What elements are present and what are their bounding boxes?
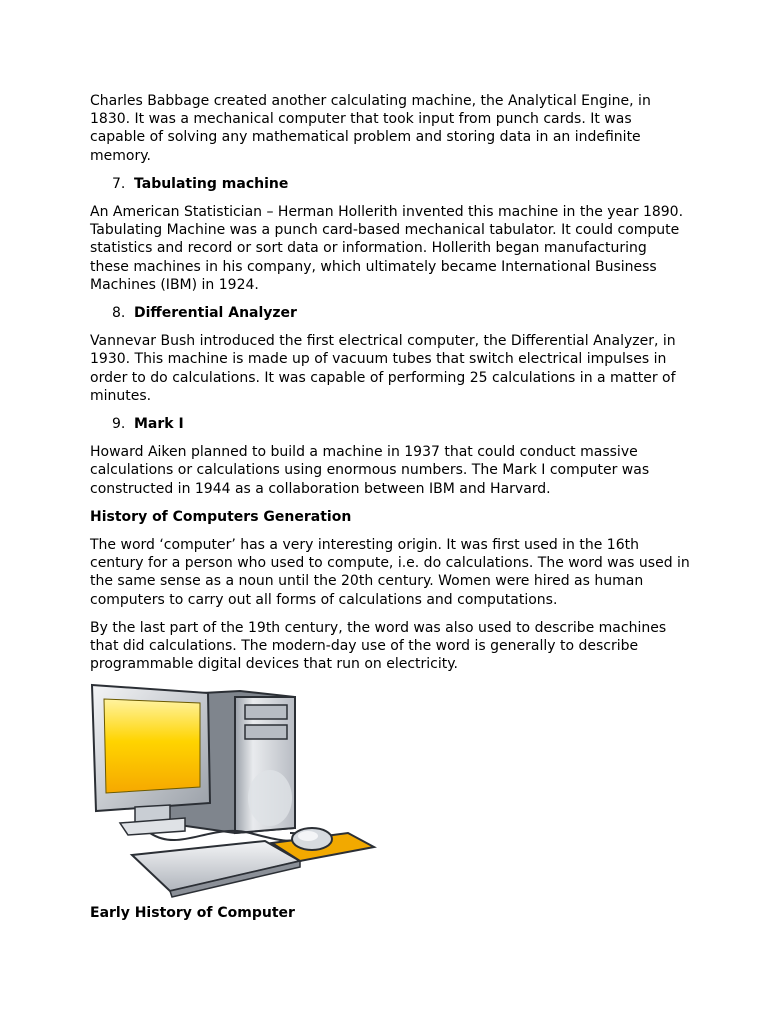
- list-item-tabulating-machine: [90, 175, 690, 193]
- list-title: Mark I: [134, 416, 184, 433]
- paragraph-word-modern: By the last part of the 19th century, the word was also used to describe machines that did calculations. The modern-day use of the word is generally to describe programmable digital devices that run on electricity.: [90, 619, 667, 673]
- keyboard: [132, 841, 300, 897]
- list-item-differential-analyzer: [90, 304, 690, 322]
- heading-early-history: Early History of Computer: [90, 905, 295, 922]
- list-title: Tabulating machine: [134, 175, 289, 192]
- list-item-mark-i: [90, 415, 690, 433]
- paragraph-differential: Vannevar Bush introduced the first electrical computer, the Differential Analyzer, in 1930. This machine is made up of vacuum tubes that switch electrical impulses in order to do calculations. It was capable of performing 25 calculations in a matter of minutes.: [90, 333, 676, 404]
- list-number: 9.: [112, 416, 126, 433]
- list-number: 7.: [112, 175, 126, 192]
- paragraph-tabulating: An American Statistician – Herman Hollerith invented this machine in the year 1890. Tabulating Machine was a punch card-based mechanical tabulator. It could compute statistics and record or sort data or information. Hollerith began manufacturing these machines in his company, which ultimately became International Business Machines (IBM) in 1924.: [90, 204, 684, 293]
- list-number: 8.: [112, 305, 126, 322]
- heading-computers-generation: History of Computers Generation: [90, 508, 352, 525]
- document-page: [90, 92, 690, 933]
- paragraph-word-origin: The word ‘computer’ has a very interesting origin. It was first used in the 16th century for a person who used to compute, i.e. do calculations. The word was used in the same sense as a noun until the 20th century. Women were hired as human computers to carry out all forms of calculations and computations.: [90, 537, 690, 608]
- desktop-computer-icon: [90, 683, 380, 898]
- paragraph-mark-i: Howard Aiken planned to build a machine in 1937 that could conduct massive calculations or calculations using enormous numbers. The Mark I computer was constructed in 1944 as a collaboration between IBM and Harvard.: [90, 444, 650, 497]
- paragraph-analytical-engine: Charles Babbage created another calculating machine, the Analytical Engine, in 1830. It was a mechanical computer that took input from punch cards. It was capable of solving any mathematical problem and storing data in an indefinite memory.: [90, 93, 651, 164]
- list-title: Differential Analyzer: [134, 305, 297, 322]
